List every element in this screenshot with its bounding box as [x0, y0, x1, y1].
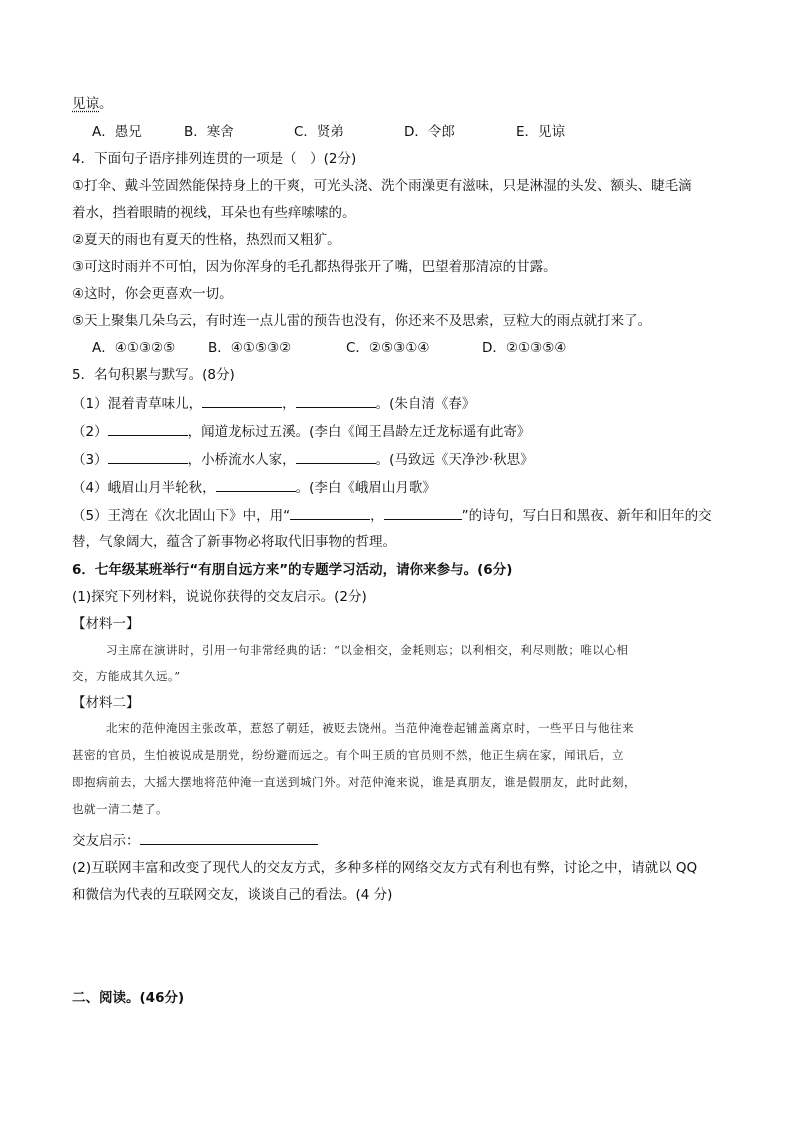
- q5-line-5: （5）王湾在《次北固山下》中，用“ ， ”的诗句，写白日和黑夜、新年和旧年的交: [72, 505, 728, 526]
- q4-option-a: A．④①③②⑤: [92, 340, 176, 356]
- q4-sentence-1-line-2: 着水，挡着眼睛的视线，耳朵也有些痒嗦嗦的。: [72, 205, 356, 221]
- material-1-title: 【材料一】: [72, 616, 140, 632]
- q5-stem: 5．名句积累与默写。(8分): [72, 367, 235, 383]
- q5-line-1: （1）混着青草味儿， ， 。(朱自清《春》: [72, 393, 728, 414]
- q5-line-2: （2） ，闻道龙标过五溪。(李白《闻王昌龄左迁龙标遥有此寄》: [72, 421, 728, 442]
- q5-line-5-cont: 替，气象阔大，蕴含了新事物必将取代旧事物的哲理。: [72, 534, 396, 550]
- material-2-line-3: 即抱病前去，大摇大摆地将范仲淹一直送到城门外。对范仲淹来说，谁是真朋友，谁是假朋友，此时此刻，: [72, 775, 636, 789]
- answer-blank[interactable]: [108, 421, 188, 436]
- q3-option-c: C．贤弟: [294, 124, 344, 140]
- q3-option-a: A．愚兄: [92, 124, 142, 140]
- answer-blank[interactable]: [384, 505, 462, 520]
- answer-blank[interactable]: [290, 505, 370, 520]
- q3-tail-word: 见谅: [72, 96, 99, 112]
- q6-stem: 6．七年级某班举行“有朋自远方来”的专题学习活动，请你来参与。(6分): [72, 562, 513, 578]
- section-2-heading: 二、阅读。(46分): [72, 990, 185, 1006]
- material-2-line-4: 也就一清二楚了。: [72, 802, 168, 816]
- material-1-line-1: 习主席在演讲时，引用一句非常经典的话：“以金相交，金耗则忘；以利相交，利尽则散；唯以心相: [106, 643, 629, 657]
- answer-label: 交友启示：: [72, 833, 140, 849]
- q3-option-d: D．令郎: [404, 124, 455, 140]
- q4-sentence-3: ③可这时雨并不可怕，因为你浑身的毛孔都热得张开了嘴，巴望着那清凉的甘露。: [72, 259, 557, 275]
- material-2-line-2: 甚密的官员，生怕被说成是朋党，纷纷避而远之。有个叫王质的官员则不然，他正生病在家，闻讯后，立: [72, 748, 624, 762]
- q4-sentence-1-line-1: ①打伞、戴斗笠固然能保持身上的干爽，可光头浇、洗个雨澡更有滋味，只是淋湿的头发、额头、睫毛滴: [72, 178, 692, 194]
- q6-sub1: (1)探究下列材料，说说你获得的交友启示。(2分): [72, 589, 367, 605]
- answer-blank[interactable]: [216, 477, 296, 492]
- q4-sentence-4: ④这时，你会更喜欢一切。: [72, 286, 233, 302]
- answer-line: [72, 830, 728, 851]
- material-1-line-2: 交，方能成其久远。”: [72, 669, 181, 683]
- material-2-line-1: 北宋的范仲淹因主张改革，惹怒了朝廷，被贬去饶州。当范仲淹卷起铺盖离京时，一些平日与他往来: [106, 721, 634, 735]
- q3-option-b: B．寒舍: [184, 124, 234, 140]
- q4-options: [92, 338, 728, 358]
- q4-stem: 4．下面句子语序排列连贯的一项是（ ）(2分): [72, 151, 357, 167]
- q4-option-d: D．②①③⑤④: [482, 340, 567, 356]
- q4-option-b: B．④①⑤③②: [208, 340, 292, 356]
- answer-blank[interactable]: [296, 393, 376, 408]
- q3-tail: 见谅。: [72, 96, 113, 112]
- answer-blank[interactable]: [202, 393, 282, 408]
- q5-line-3: （3） ，小桥流水人家， 。(马致远《天净沙·秋思》: [72, 449, 728, 470]
- q3-options: [92, 122, 728, 142]
- q4-sentence-2: ②夏天的雨也有夏天的性格，热烈而又粗犷。: [72, 232, 341, 248]
- material-2-title: 【材料二】: [72, 695, 140, 711]
- answer-blank[interactable]: [108, 449, 188, 464]
- q4-option-c: C．②⑤③①④: [346, 340, 430, 356]
- q4-sentence-5: ⑤天上聚集几朵乌云，有时连一点儿雷的预告也没有，你还来不及思索，豆粒大的雨点就打来了。: [72, 313, 652, 329]
- q5-line-4: （4）峨眉山月半轮秋， 。(李白《峨眉山月歌》: [72, 477, 728, 498]
- answer-blank[interactable]: [140, 830, 318, 845]
- answer-blank[interactable]: [296, 449, 376, 464]
- q6-sub2-line-2: 和微信为代表的互联网交友，谈谈自己的看法。(4 分): [72, 887, 393, 903]
- q3-option-e: E．见谅: [516, 124, 566, 140]
- q6-sub2-line-1: (2)互联网丰富和改变了现代人的交友方式，多种多样的网络交友方式有利也有弊，讨论之中，请就以 QQ: [72, 860, 698, 876]
